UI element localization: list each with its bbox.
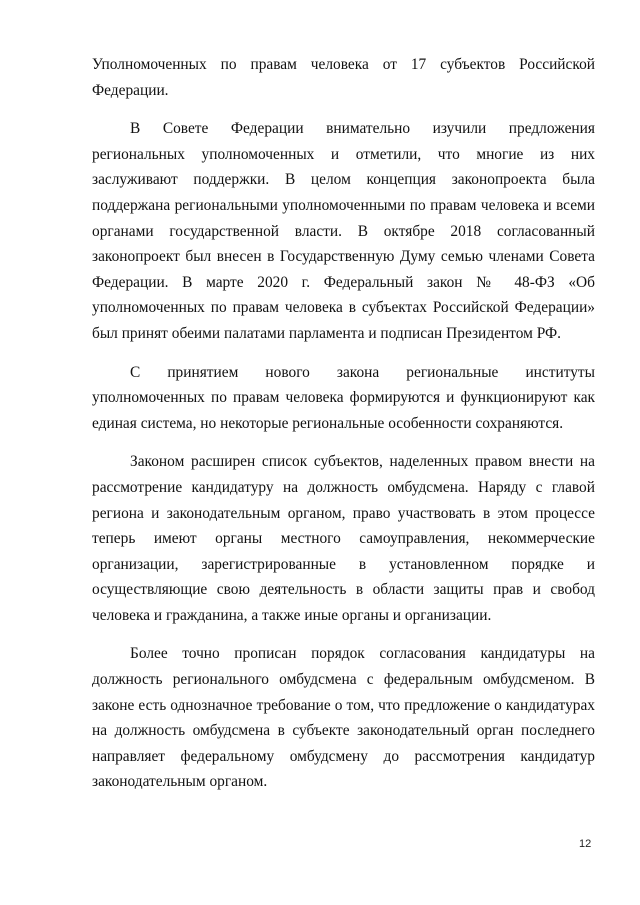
document-page [92,52,595,808]
paragraph-nomination-subjects: Законом расширен список субъектов, наделенных правом внести на рассмотрение кандидатуру на должность омбудсмена. Наряду с главой региона и законодательным органом, право участвовать в этом процессе теперь имеют органы местного самоуправления, некоммерческие организации, зарегистрированные в установленном порядке и осуществляющие свою деятельность в области защиты прав и свобод человека и гражданина, а также иные органы и организации. [92,453,595,624]
page-number: 12 [579,838,592,850]
paragraph-approval-procedure: Более точно прописан порядок согласования кандидатуры на должность регионального омбудсмена с федеральным омбудсменом. В законе есть однозначное требование о том, что предложение о кандидатурах на должность омбудсмена в субъекте законодательный орган последнего направляет федеральному омбудсмену до рассмотрения кандидатур законодательным органом. [92,645,595,791]
paragraph-federation-council: В Совете Федерации внимательно изучили предложения региональных уполномоченных и отметили, что многие из них заслуживают поддержки. В целом концепция законопроекта была поддержана региональными уполномоченными по правам человека и всеми органами государственной власти. В октябре 2018 согласованный законопроект был внесен в Государственную Думу семью членами Совета Федерации. В марте 2020 г. Федеральный закон № 48-ФЗ «Об уполномоченных по правам человека в субъектах Российской Федерации» был принят обеими палатами парламента и подписан Президентом РФ. [92,120,595,342]
paragraph-continuation: Уполномоченных по правам человека от 17 субъектов Российской Федерации. [92,56,595,99]
paragraph-new-law: С принятием нового закона региональные институты уполномоченных по правам человека формируются и функционируют как единая система, но некоторые региональные особенности сохраняются. [92,363,595,432]
